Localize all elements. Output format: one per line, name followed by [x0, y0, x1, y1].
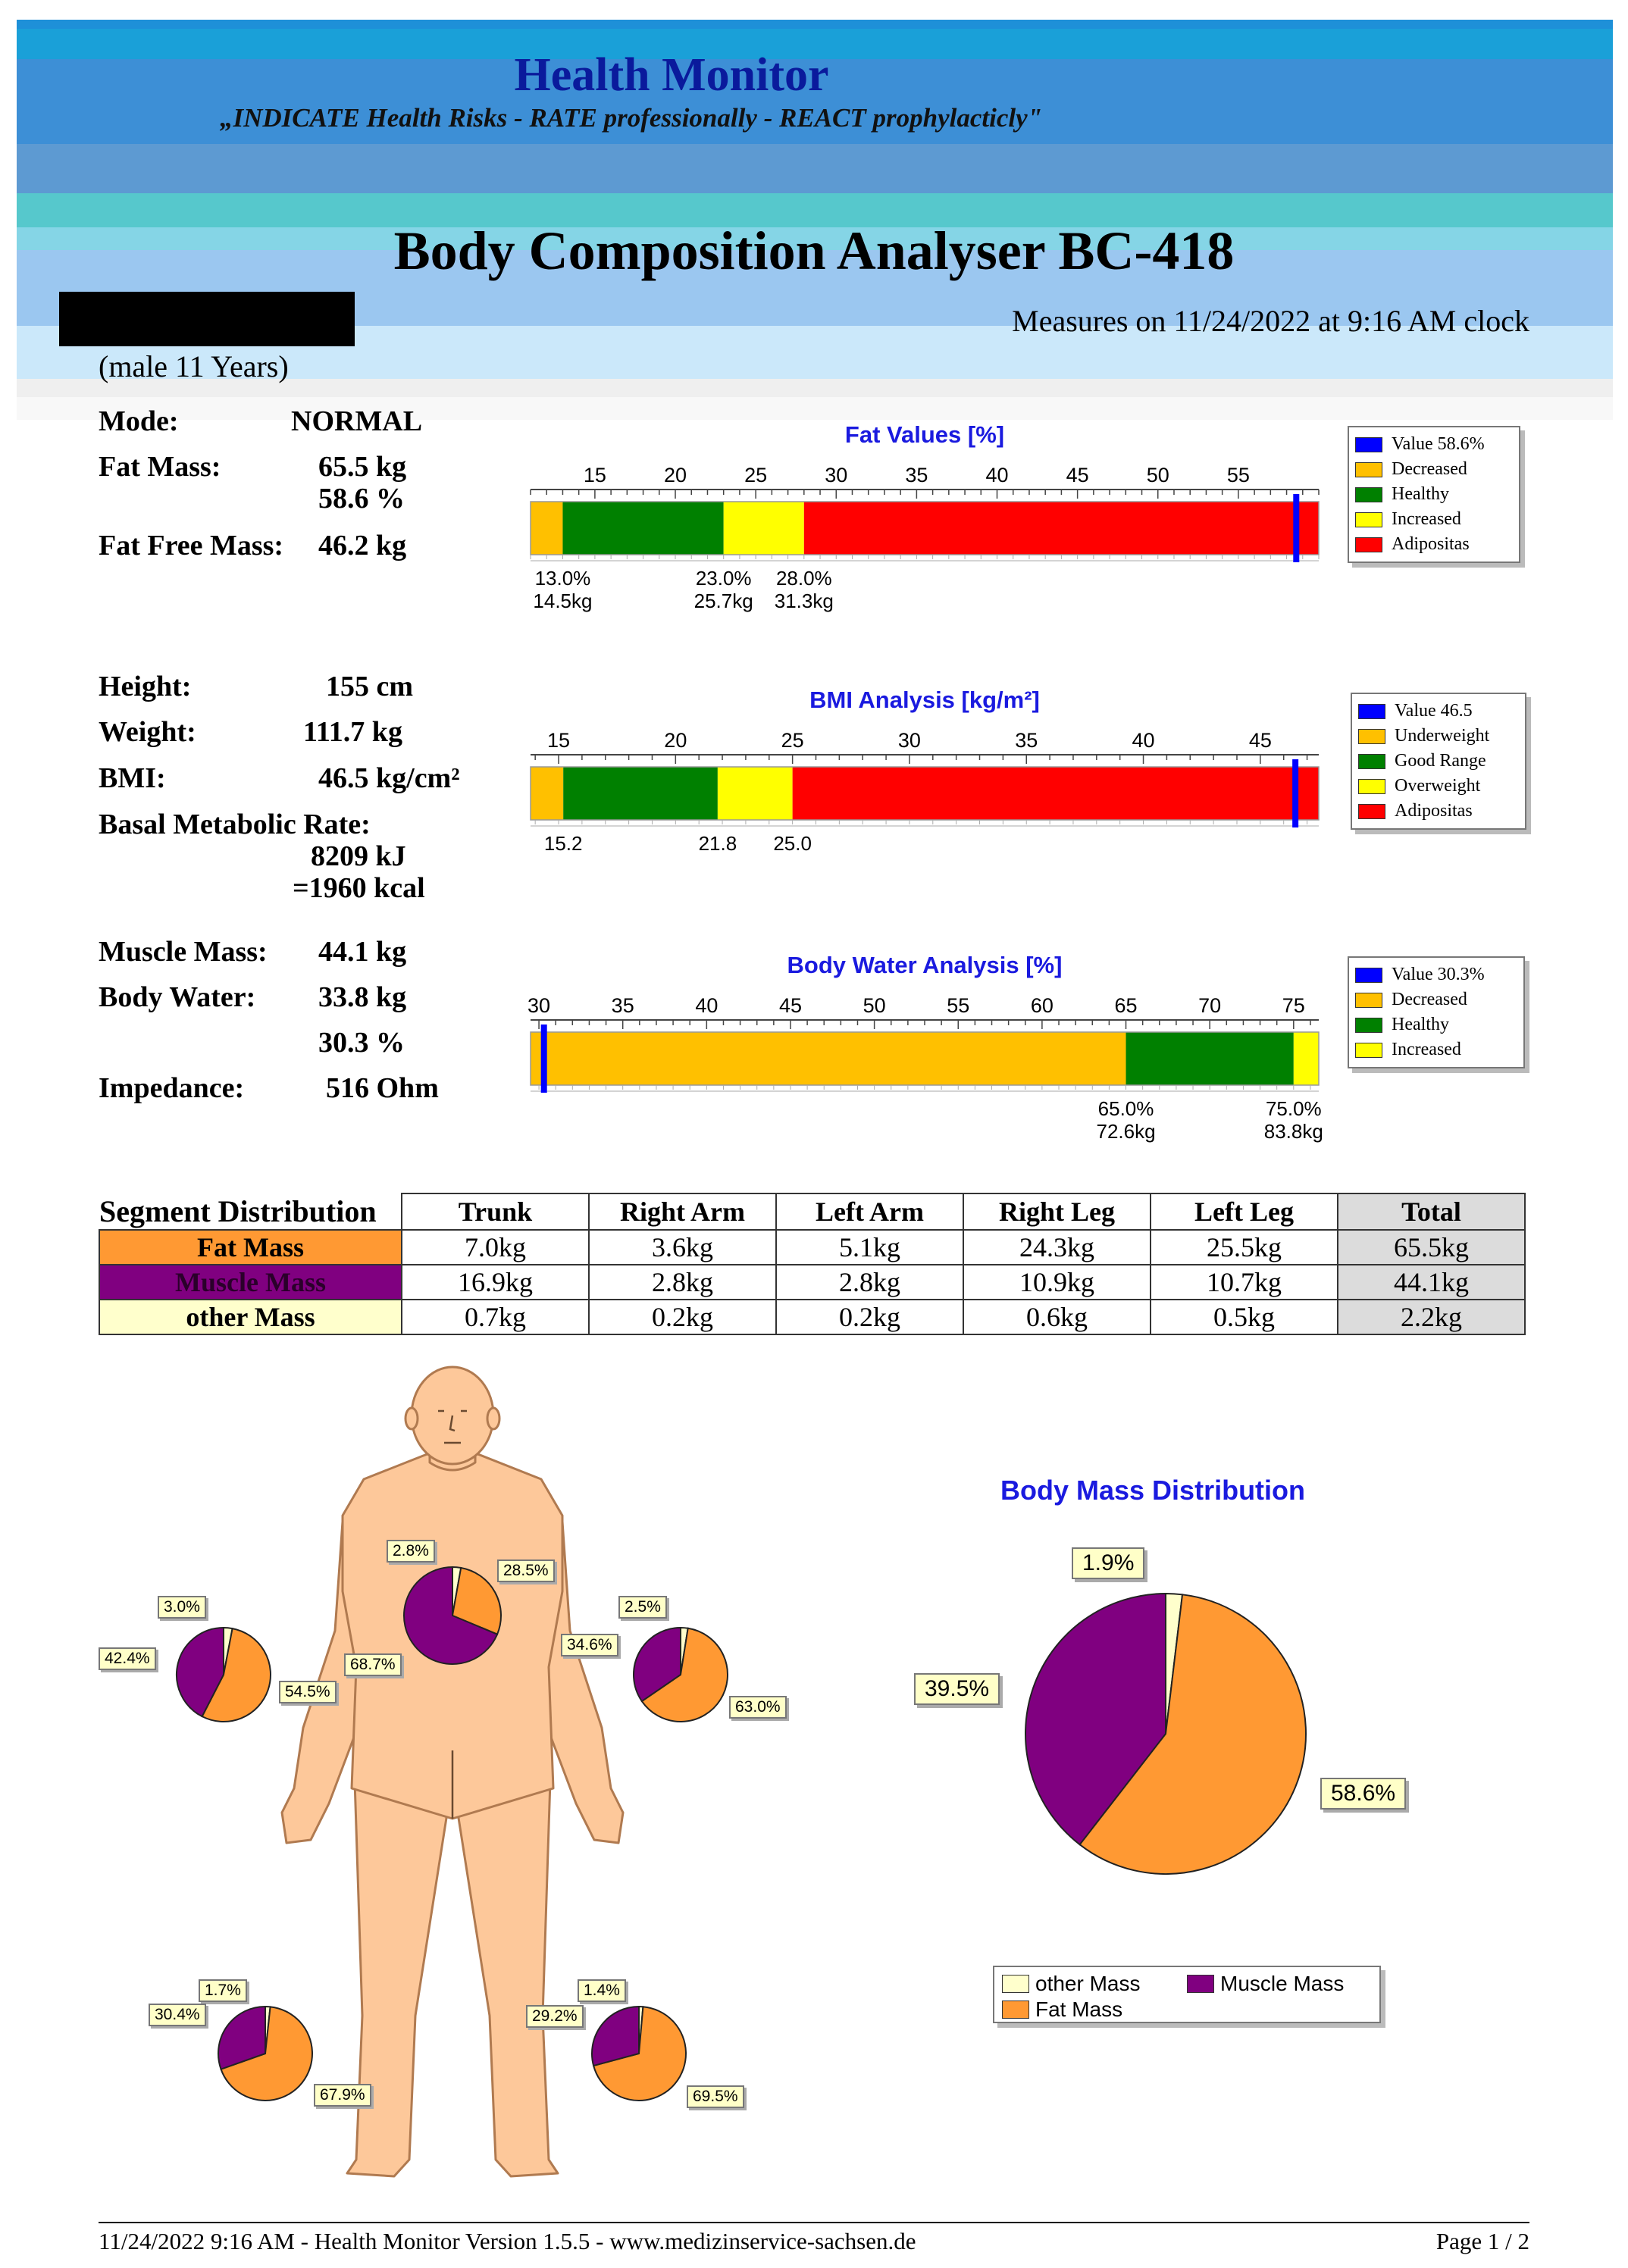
- bmr-label: Basal Metabolic Rate:: [99, 809, 371, 840]
- height-value: 155 cm: [326, 671, 414, 702]
- legend-label: Value 58.6%: [1392, 434, 1485, 454]
- table-cell: 16.9kg: [402, 1265, 589, 1300]
- legend-swatch: [1002, 2001, 1029, 2019]
- fat-mass-kg: 65.5 kg: [318, 451, 407, 483]
- legend-label: Healthy: [1392, 484, 1449, 504]
- right-arm-fat-label: 54.5%: [279, 1681, 337, 1703]
- tick-label: 75: [1282, 994, 1305, 1017]
- table-cell: 2.8kg: [776, 1265, 963, 1300]
- fat-free-label: Fat Free Mass:: [99, 530, 284, 562]
- tick-label: 45: [1066, 464, 1089, 486]
- legend-label: Value 46.5: [1395, 701, 1473, 721]
- col-total: Total: [1338, 1193, 1525, 1230]
- water-pct: 30.3 %: [318, 1027, 405, 1059]
- tick-label: 60: [1030, 994, 1054, 1017]
- tick-label: 40: [1132, 729, 1155, 752]
- tick-label: 40: [695, 994, 719, 1017]
- water-kg: 33.8 kg: [318, 981, 407, 1013]
- footer-rule: [99, 2222, 1529, 2223]
- threshold-kg-label: 14.5kg: [533, 590, 593, 612]
- bmi-label: BMI:: [99, 762, 166, 794]
- trunk-other-label: 2.8%: [387, 1540, 435, 1563]
- mass-distribution-title: Body Mass Distribution: [1000, 1475, 1306, 1506]
- legend-label: other Mass: [1035, 1972, 1141, 1995]
- tick-label: 35: [1015, 729, 1038, 752]
- col-left-leg: Left Leg: [1151, 1193, 1338, 1230]
- mass-pie-slices: [1025, 1594, 1306, 1874]
- left-arm-fat-label: 63.0%: [729, 1696, 787, 1719]
- legend-label: Muscle Mass: [1220, 1972, 1345, 1995]
- impedance-label: Impedance:: [99, 1072, 245, 1104]
- threshold-label: 21.8: [698, 832, 737, 855]
- left-arm-other-label: 2.5%: [618, 1596, 667, 1619]
- tick-label: 55: [1226, 464, 1250, 486]
- fat-mass-label: Fat Mass:: [99, 451, 221, 483]
- bmi-value: 46.5 kg/cm²: [318, 762, 460, 794]
- legend-label: Fat Mass: [1035, 1997, 1123, 2021]
- legend-label: Increased: [1392, 509, 1461, 529]
- tick-label: 20: [664, 729, 687, 752]
- threshold-kg-label: 83.8kg: [1263, 1120, 1323, 1143]
- weight-value: 111.7 kg: [303, 716, 402, 748]
- legend-item-muscle: [1187, 1972, 1344, 1996]
- legend-label: Overweight: [1395, 776, 1481, 796]
- legend-swatch: [1187, 1975, 1214, 1993]
- legend-label: Adipositas: [1395, 801, 1473, 821]
- tick-label: 45: [778, 994, 803, 1017]
- muscle-value: 44.1 kg: [318, 936, 407, 968]
- threshold-label: 23.0%: [695, 567, 752, 590]
- table-cell-total: 65.5kg: [1338, 1230, 1525, 1265]
- height-label: Height:: [99, 671, 192, 702]
- threshold-label: 28.0%: [775, 567, 832, 590]
- left-leg-fat-label: 69.5%: [687, 2085, 744, 2108]
- tick-label: 40: [985, 464, 1009, 486]
- table-cell: 25.5kg: [1151, 1230, 1338, 1265]
- measure-date: Measures on 11/24/2022 at 9:16 AM clock: [1012, 304, 1529, 338]
- bmr-kj: 8209 kJ: [311, 840, 406, 872]
- table-cell: 0.5kg: [1151, 1300, 1338, 1334]
- threshold-label: 13.0%: [534, 567, 591, 590]
- right-leg-muscle-label: 30.4%: [149, 2004, 206, 2026]
- water-chart-title: Body Water Analysis [%]: [787, 952, 1063, 978]
- tick-label: 45: [1248, 729, 1272, 752]
- slice-fat-label: 58.6%: [1320, 1778, 1406, 1810]
- legend-label: Decreased: [1392, 459, 1467, 479]
- weight-label: Weight:: [99, 716, 196, 748]
- table-cell: 0.2kg: [776, 1300, 963, 1334]
- tick-label: 25: [781, 729, 804, 752]
- app-title: Health Monitor: [514, 49, 829, 101]
- legend-label: Adipositas: [1392, 534, 1470, 554]
- left-leg-other-label: 1.4%: [578, 1979, 626, 2002]
- col-trunk: Trunk: [402, 1193, 589, 1230]
- legend-label: Good Range: [1395, 751, 1486, 771]
- slice-muscle-label: 39.5%: [914, 1673, 1000, 1705]
- tick-label: 20: [663, 464, 687, 486]
- patient-info: (male 11 Years): [99, 349, 289, 383]
- right-arm-muscle-label: 42.4%: [99, 1647, 156, 1670]
- muscle-label: Muscle Mass:: [99, 936, 268, 968]
- col-right-leg: Right Leg: [963, 1193, 1151, 1230]
- right-leg-other-label: 1.7%: [199, 1979, 247, 2002]
- page-number: Page 1 / 2: [1435, 2228, 1529, 2254]
- row-fat-mass: Fat Mass: [99, 1230, 402, 1265]
- tick-label: 70: [1198, 994, 1222, 1017]
- tick-label: 25: [744, 464, 768, 486]
- right-arm-other-label: 3.0%: [158, 1596, 206, 1619]
- col-left-arm: Left Arm: [776, 1193, 963, 1230]
- tick-label: 35: [611, 994, 634, 1017]
- legend-label: Value 30.3%: [1392, 965, 1485, 984]
- table-cell: 24.3kg: [963, 1230, 1151, 1265]
- tick-label: 65: [1114, 994, 1138, 1017]
- tick-label: 30: [825, 464, 848, 486]
- tick-label: 50: [863, 994, 886, 1017]
- threshold-label: 75.0%: [1265, 1097, 1322, 1120]
- table-cell: 2.8kg: [589, 1265, 776, 1300]
- table-cell: 0.7kg: [402, 1300, 589, 1334]
- device-title: Body Composition Analyser BC-418: [393, 221, 1235, 281]
- row-other-mass: other Mass: [99, 1300, 402, 1334]
- impedance-value: 516 Ohm: [326, 1072, 439, 1104]
- fat-mass-pct: 58.6 %: [318, 483, 405, 515]
- table-cell-total: 2.2kg: [1338, 1300, 1525, 1334]
- threshold-kg-label: 31.3kg: [774, 590, 834, 612]
- row-muscle-mass: Muscle Mass: [99, 1265, 402, 1300]
- tick-label: 55: [947, 994, 970, 1017]
- table-cell: 10.9kg: [963, 1265, 1151, 1300]
- table-cell: 10.7kg: [1151, 1265, 1338, 1300]
- legend-label: Increased: [1392, 1040, 1461, 1059]
- table-cell: 0.6kg: [963, 1300, 1151, 1334]
- fat-chart-title: Fat Values [%]: [844, 421, 1005, 448]
- legend-item-fat: [1002, 1997, 1122, 2022]
- slice-other-label: 1.9%: [1072, 1547, 1144, 1579]
- tick-label: 15: [547, 729, 571, 752]
- table-cell: 7.0kg: [402, 1230, 589, 1265]
- threshold-kg-label: 25.7kg: [693, 590, 753, 612]
- trunk-muscle-label: 68.7%: [344, 1653, 402, 1676]
- left-arm-muscle-label: 34.6%: [561, 1634, 618, 1656]
- legend-label: Decreased: [1392, 990, 1467, 1009]
- left-leg-muscle-label: 29.2%: [526, 2005, 584, 2028]
- bmi-chart-title: BMI Analysis [kg/m²]: [809, 687, 1040, 713]
- mass-legend: [993, 1966, 1381, 2023]
- mode-value: NORMAL: [291, 405, 423, 437]
- table-cell: 3.6kg: [589, 1230, 776, 1265]
- tick-label: 30: [528, 994, 551, 1017]
- legend-item-other: [1002, 1972, 1141, 1996]
- threshold-label: 15.2: [543, 832, 583, 855]
- legend-swatch: [1002, 1975, 1029, 1993]
- tick-label: 35: [905, 464, 928, 486]
- mode-label: Mode:: [99, 405, 179, 437]
- footer-text: 11/24/2022 9:16 AM - Health Monitor Version 1.5.5 - www.medizinservice-sachsen.de: [99, 2228, 916, 2254]
- tick-label: 50: [1146, 464, 1169, 486]
- tick-label: 15: [583, 464, 606, 486]
- right-leg-fat-label: 67.9%: [314, 2084, 371, 2107]
- fat-free-value: 46.2 kg: [318, 530, 407, 562]
- segment-title: Segment Distribution: [99, 1193, 402, 1230]
- water-label: Body Water:: [99, 981, 256, 1013]
- table-cell: 5.1kg: [776, 1230, 963, 1265]
- threshold-kg-label: 72.6kg: [1096, 1120, 1156, 1143]
- threshold-label: 65.0%: [1097, 1097, 1154, 1120]
- threshold-label: 25.0: [773, 832, 812, 855]
- col-right-arm: Right Arm: [589, 1193, 776, 1230]
- legend-label: Underweight: [1395, 726, 1490, 746]
- table-cell-total: 44.1kg: [1338, 1265, 1525, 1300]
- slogan: „INDICATE Health Risks - RATE professionally - REACT prophylacticly": [220, 103, 1043, 133]
- trunk-fat-label: 28.5%: [497, 1559, 555, 1582]
- tick-label: 30: [897, 729, 921, 752]
- legend-label: Healthy: [1392, 1015, 1449, 1034]
- table-cell: 0.2kg: [589, 1300, 776, 1334]
- bmr-kcal: =1960 kcal: [293, 872, 425, 904]
